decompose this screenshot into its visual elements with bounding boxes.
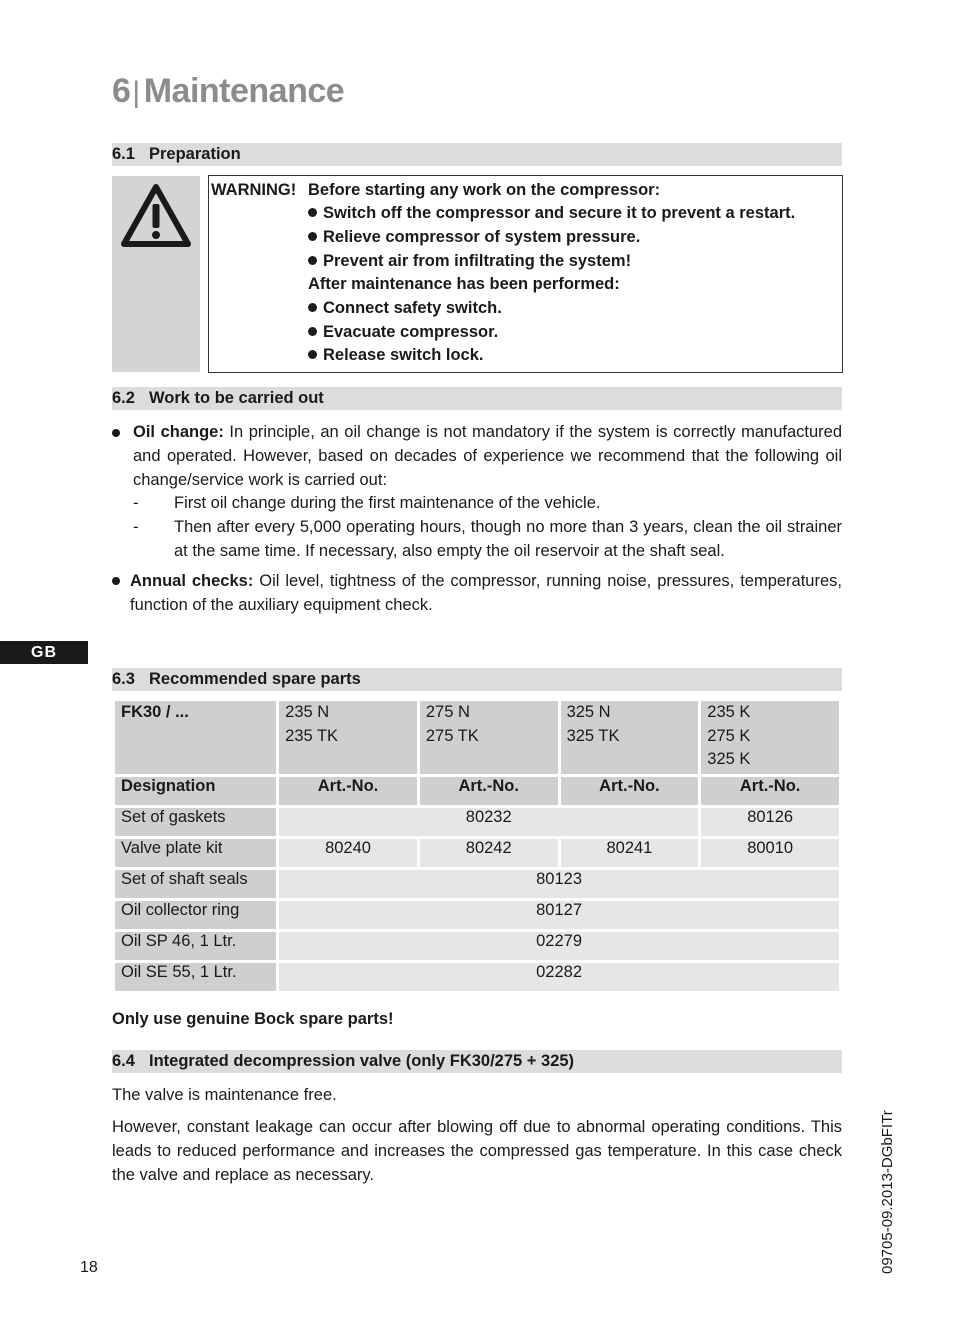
- model-name: 275 TK: [425, 726, 479, 745]
- chapter-title: [112, 72, 344, 111]
- model-name: 325 N: [566, 703, 611, 721]
- model-name: 235 K: [707, 703, 751, 721]
- page-number: 18: [80, 1259, 98, 1276]
- part-name: Oil SE 55, 1 Ltr.: [115, 963, 276, 991]
- genuine-parts-note: Only use genuine Bock spare parts!: [112, 1010, 394, 1028]
- table-row: [115, 963, 839, 991]
- model-name: 235 TK: [285, 726, 339, 745]
- model-cell: [420, 701, 558, 774]
- annual-checks-text: Oil level, tightness of the compressor, running noise, pressures, temperatures, function of the auxiliary equipment check.: [130, 572, 842, 614]
- annual-checks-lead: Annual checks:: [130, 572, 254, 590]
- warning-item-text: Prevent air from infiltrating the system!: [323, 252, 632, 270]
- document-code: 09705-09.2013-DGbFITr: [879, 1110, 896, 1274]
- part-number: 80010: [701, 839, 839, 867]
- model-cell: [701, 701, 839, 774]
- warning-item: [308, 204, 795, 223]
- section-number: 6.1: [112, 145, 135, 163]
- warning-item-text: Relieve compressor of system pressure.: [323, 228, 641, 246]
- oil-change-lead: Oil change:: [133, 423, 224, 441]
- model-name: 325 K: [707, 750, 751, 768]
- section-heading-preparation: [112, 143, 842, 166]
- part-name: Valve plate kit: [115, 839, 276, 867]
- part-number: 80123: [279, 870, 839, 898]
- section-title: Integrated decompression valve (only FK30/275 + 325): [149, 1052, 575, 1070]
- artno-header: Art.-No.: [279, 777, 417, 805]
- section-heading-spare-parts: [112, 668, 842, 691]
- warning-item: [308, 346, 484, 365]
- part-name: Oil collector ring: [115, 901, 276, 929]
- part-number: 80240: [279, 839, 417, 867]
- bullet-icon: [308, 232, 317, 241]
- section-heading-decompression: [112, 1050, 842, 1073]
- table-row: [115, 701, 839, 774]
- designation-header: Designation: [115, 777, 276, 805]
- chapter-separator: |: [132, 76, 140, 109]
- bullet-icon: [308, 208, 317, 217]
- bullet-icon: [112, 429, 120, 437]
- model-name: 235 N: [285, 703, 330, 721]
- annual-checks-paragraph: [130, 570, 842, 618]
- warning-item: [308, 252, 631, 271]
- chapter-name: Maintenance: [143, 72, 345, 110]
- language-tab: GB: [0, 641, 88, 664]
- warning-item-text: Connect safety switch.: [323, 299, 502, 317]
- table-row: [115, 839, 839, 867]
- model-cell: [561, 701, 699, 774]
- part-name: Oil SP 46, 1 Ltr.: [115, 932, 276, 960]
- warning-item: [308, 323, 498, 342]
- model-name: 325 TK: [566, 726, 620, 745]
- part-number: 80241: [561, 839, 699, 867]
- warning-label: WARNING!: [211, 181, 297, 199]
- part-name: Set of gaskets: [115, 808, 276, 836]
- bullet-icon: [308, 350, 317, 359]
- table-row: [115, 932, 839, 960]
- bullet-icon: [308, 256, 317, 265]
- warning-item: [308, 299, 502, 318]
- bullet-icon: [308, 303, 317, 312]
- table-row: [115, 808, 839, 836]
- model-header: FK30 / ...: [115, 701, 276, 774]
- model-name: 275 K: [707, 726, 751, 745]
- section-number: 6.3: [112, 670, 135, 688]
- part-number: 02279: [279, 932, 839, 960]
- section-number: 6.4: [112, 1052, 135, 1070]
- dash-marker: -: [133, 494, 139, 512]
- bullet-icon: [112, 577, 120, 585]
- warning-item-text: Switch off the compressor and secure it to prevent a restart.: [323, 204, 796, 222]
- bullet-icon: [308, 327, 317, 336]
- artno-header: Art.-No.: [701, 777, 839, 805]
- section-title: Preparation: [149, 145, 241, 163]
- part-number: 02282: [279, 963, 839, 991]
- oil-change-text: In principle, an oil change is not mandatory if the system is correctly manufactured and operated. However, based on decades of experience we recommend that the following oil change/service work is carried out:: [133, 423, 842, 489]
- artno-header: Art.-No.: [420, 777, 558, 805]
- chapter-number: 6: [112, 72, 131, 110]
- part-number: 80126: [701, 808, 839, 836]
- table-row: [115, 901, 839, 929]
- part-number: 80242: [420, 839, 558, 867]
- dash-item: Then after every 5,000 operating hours, though no more than 3 years, clean the oil strainer at the same time. If necessary, also empty the oil reservoir at the shaft seal.: [174, 518, 842, 560]
- oil-change-paragraph: [133, 421, 842, 492]
- part-number: 80232: [279, 808, 698, 836]
- warning-item: [308, 228, 640, 247]
- section-title: Recommended spare parts: [149, 670, 361, 688]
- warning-triangle-icon: [120, 182, 192, 248]
- part-name: Set of shaft seals: [115, 870, 276, 898]
- table-row: [115, 777, 839, 805]
- part-number: 80127: [279, 901, 839, 929]
- model-name: 275 N: [425, 703, 470, 721]
- model-cell: [279, 701, 417, 774]
- table-row: [115, 870, 839, 898]
- warning-item-text: Evacuate compressor.: [323, 323, 499, 341]
- warning-item-text: Release switch lock.: [323, 346, 484, 364]
- dash-marker: -: [133, 518, 139, 536]
- dash-item: First oil change during the first maintenance of the vehicle.: [174, 494, 601, 512]
- valve-text: However, constant leakage can occur after blowing off due to abnormal operating conditions. This leads to reduced performance and increases the compressed gas temperature. In this case check the valve and replace as necessary.: [112, 1118, 842, 1184]
- section-heading-work: [112, 387, 842, 410]
- warning-intro: Before starting any work on the compressor:: [308, 181, 661, 199]
- section-title: Work to be carried out: [149, 389, 324, 407]
- warning-after-intro: After maintenance has been performed:: [308, 275, 620, 293]
- artno-header: Art.-No.: [561, 777, 699, 805]
- warning-icon-panel: [112, 176, 200, 372]
- section-number: 6.2: [112, 389, 135, 407]
- valve-text: The valve is maintenance free.: [112, 1086, 337, 1104]
- spare-parts-table: [112, 698, 842, 994]
